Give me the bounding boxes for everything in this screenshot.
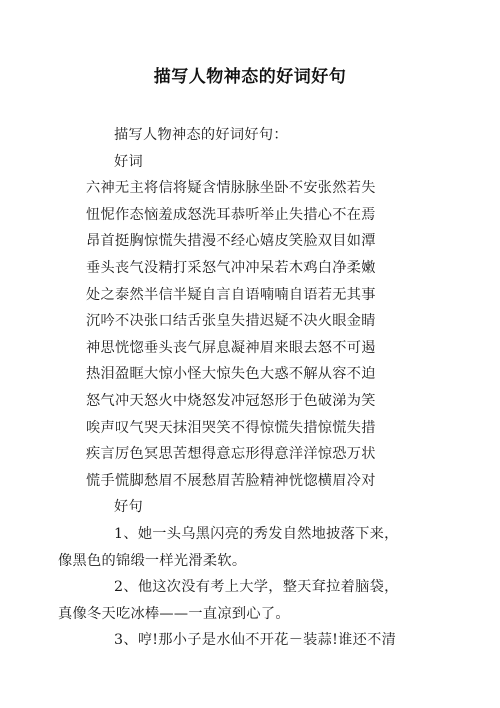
word-line: 忸怩作态恼羞成怒洗耳恭听举止失措心不在焉: [86, 206, 376, 223]
word-line: 慌手慌脚愁眉不展愁眉苦脸精神恍惚横眉冷对: [86, 472, 376, 489]
intro-line: 描写人物神态的好词好句：: [114, 127, 288, 143]
sentence-first-line: 2、他这次没有考上大学，整天耷拉着脑袋，: [114, 579, 399, 596]
sentences-heading: 好句: [114, 499, 143, 516]
sentence-first-line: 1、她一头乌黑闪亮的秀发自然地披落下来，: [114, 525, 399, 542]
sentence-first-line: 3、哼!那小子是水仙不开花－装蒜!谁还不清: [114, 632, 397, 649]
word-line: 昂首挺胸惊慌失措漫不经心嬉皮笑脸双目如潭: [86, 233, 376, 250]
word-line: 六神无主将信将疑含情脉脉坐卧不安张然若失: [86, 180, 376, 197]
word-list: [86, 175, 426, 494]
word-line: 处之泰然半信半疑自言自语喃喃自语若无其事: [86, 286, 376, 303]
sentence-item: [86, 627, 426, 654]
page-title: 描写人物神态的好词好句: [153, 67, 347, 87]
sentence-item: [58, 521, 426, 574]
word-line: 怒气冲天怒火中烧怒发冲冠怒形于色破涕为笑: [86, 392, 376, 409]
word-line: 沉吟不决张口结舌张皇失措迟疑不决火眼金睛: [86, 313, 376, 330]
words-heading: 好词: [114, 153, 143, 170]
sentence-continuation: 像黑色的锦缎一样光滑柔软。: [58, 552, 247, 569]
sentence-continuation: 真像冬天吃冰棒——一直凉到心了。: [58, 605, 290, 622]
document-body: [58, 122, 426, 654]
word-line: 热泪盈眶大惊小怪大惊失色大惑不解从容不迫: [86, 366, 376, 383]
word-line: 神思恍惚垂头丧气屏息凝神眉来眼去怒不可遏: [86, 339, 376, 356]
word-line: 疾言厉色冥思苦想得意忘形得意洋洋惊恐万状: [86, 446, 376, 463]
sentence-item: [58, 574, 426, 627]
word-line: 垂头丧气没精打采怒气冲冲呆若木鸡白净柔嫩: [86, 259, 376, 276]
word-line: 唉声叹气哭天抹泪哭笑不得惊慌失措惊慌失措: [86, 419, 376, 436]
